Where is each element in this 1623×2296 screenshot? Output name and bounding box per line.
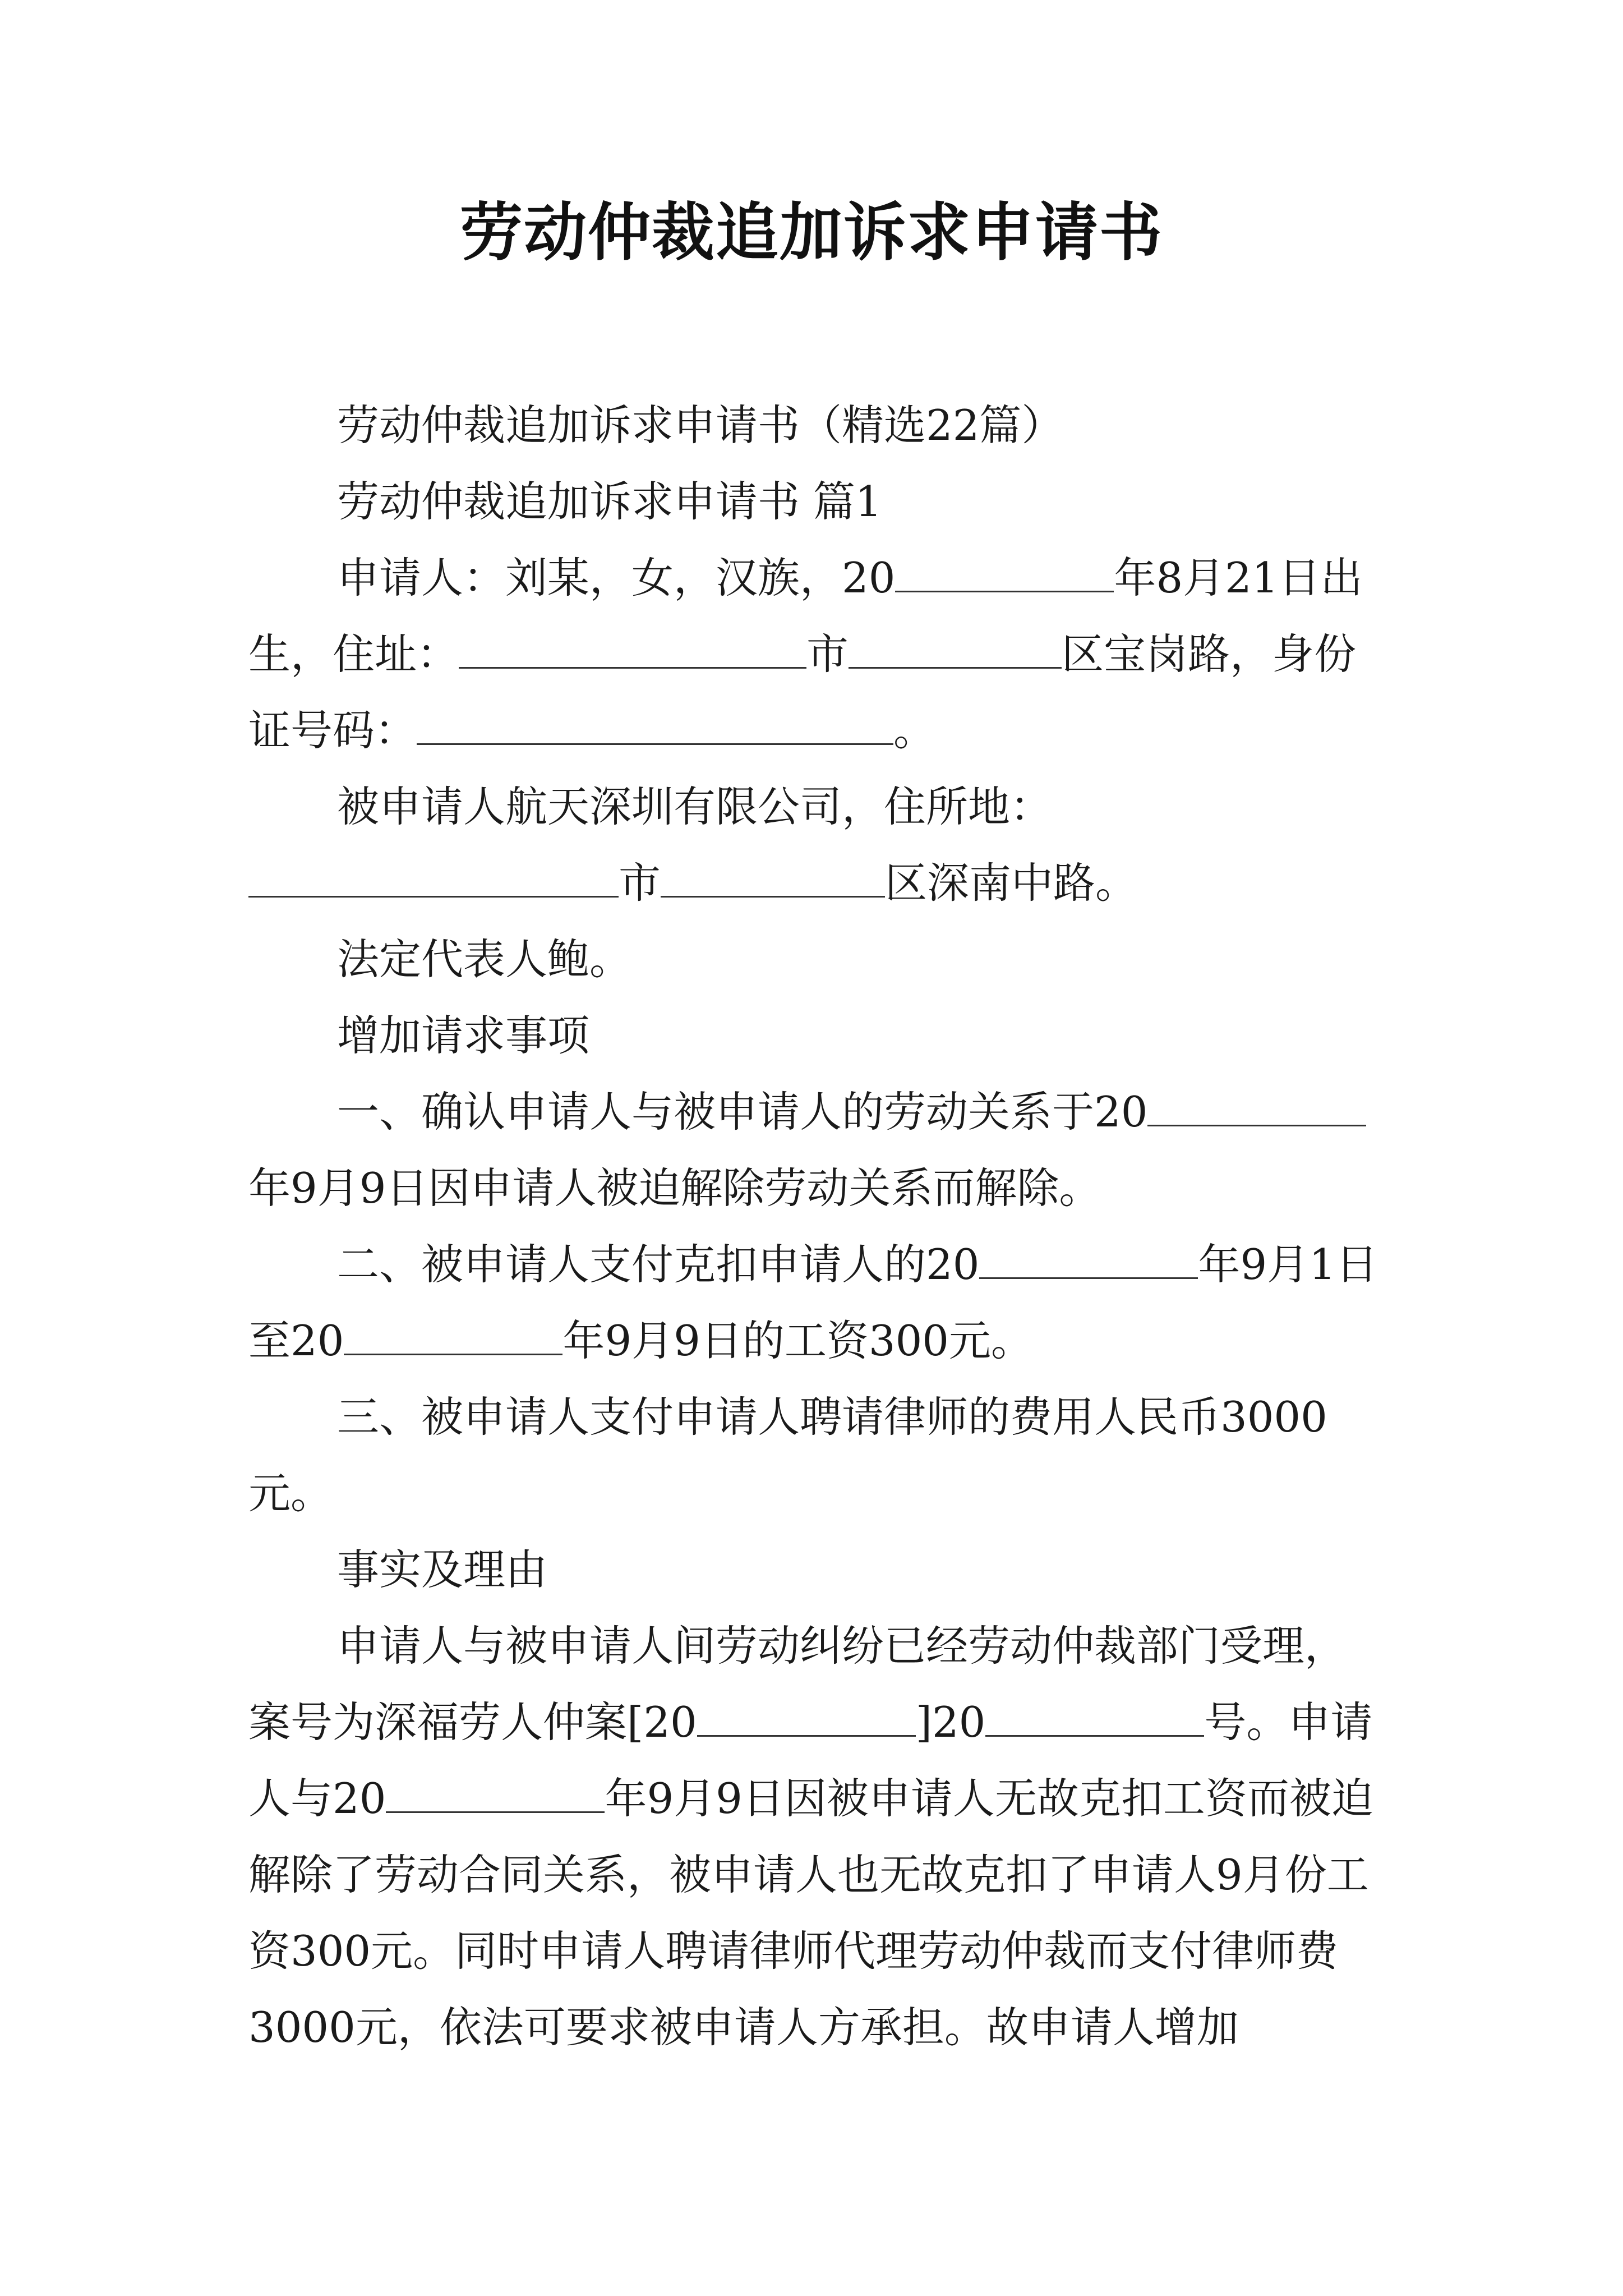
blank-line (895, 546, 1114, 592)
subtitle: 劳动仲裁追加诉求申请书（精选22篇） (337, 401, 1064, 450)
blank-line (417, 698, 893, 745)
facts-heading: 事实及理由 (337, 1545, 548, 1594)
blank-line (661, 851, 885, 898)
applicant-paragraph (248, 540, 1387, 769)
claim-2-text-1: 二、被申请人支付克扣申请人的20 (337, 1240, 980, 1289)
claims-heading: 增加请求事项 (337, 1011, 590, 1060)
blank-line (248, 851, 619, 898)
claim-3: 三、被申请人支付申请人聘请律师的费用人民币3000元。 (248, 1392, 1327, 1518)
applicant-text-3: 市 (806, 629, 849, 679)
blank-line (1147, 1080, 1366, 1126)
respondent-text-1: 被申请人航天深圳有限公司，住所地： (337, 782, 1053, 831)
blank-line (979, 1232, 1198, 1279)
claim-1-text-2: 年9月9日因申请人被迫解除劳动关系而解除。 (248, 1163, 1101, 1213)
applicant-text-5: 。 (893, 706, 936, 755)
applicant-text-4: 区宝岗路，身份证号码： (248, 629, 1357, 755)
blank-line (697, 1690, 916, 1737)
claim-2-text-2: 年9月1日至20 (248, 1240, 1378, 1365)
claim-1-text-1: 一、确认申请人与被申请人的劳动关系于20 (337, 1087, 1148, 1137)
claim-2 (248, 1226, 1387, 1379)
blank-line (344, 1309, 562, 1355)
claim-2-text-3: 年9月9日的工资300元。 (562, 1316, 1034, 1365)
facts-text-2: ]20 (915, 1697, 986, 1747)
respondent-paragraph (248, 769, 1387, 921)
legal-representative: 法定代表人鲍。 (337, 935, 632, 984)
blank-line (849, 622, 1062, 669)
facts-text-1: 申请人与被申请人间劳动纠纷已经劳动仲裁部门受理，案号为深福劳人仲案[20 (248, 1621, 1347, 1747)
facts-text-3: 号。申请人与20 (248, 1697, 1373, 1823)
blank-line (459, 622, 806, 669)
document-title: 劳动仲裁追加诉求申请书 (460, 196, 1163, 269)
respondent-text-3: 区深南中路。 (885, 858, 1138, 908)
applicant-text-2: 年8月21日出生，住址： (248, 553, 1363, 679)
facts-paragraph (248, 1608, 1387, 2065)
applicant-text-1: 申请人：刘某，女，汉族，20 (337, 553, 896, 602)
facts-text-4: 年9月9日因被申请人无故克扣工资而被迫解除了劳动合同关系，被申请人也无故克扣了申请人9月份工资300元。同时申请人聘请律师代理劳动仲裁而支付律师费3000元，依法可要求被申请人方承担。故申请人增加 (248, 1774, 1373, 2052)
part-heading: 劳动仲裁追加诉求申请书 篇1 (337, 477, 882, 526)
blank-line (386, 1766, 605, 1813)
claim-1 (248, 1074, 1387, 1226)
respondent-text-2: 市 (619, 858, 661, 908)
blank-line (985, 1690, 1204, 1737)
